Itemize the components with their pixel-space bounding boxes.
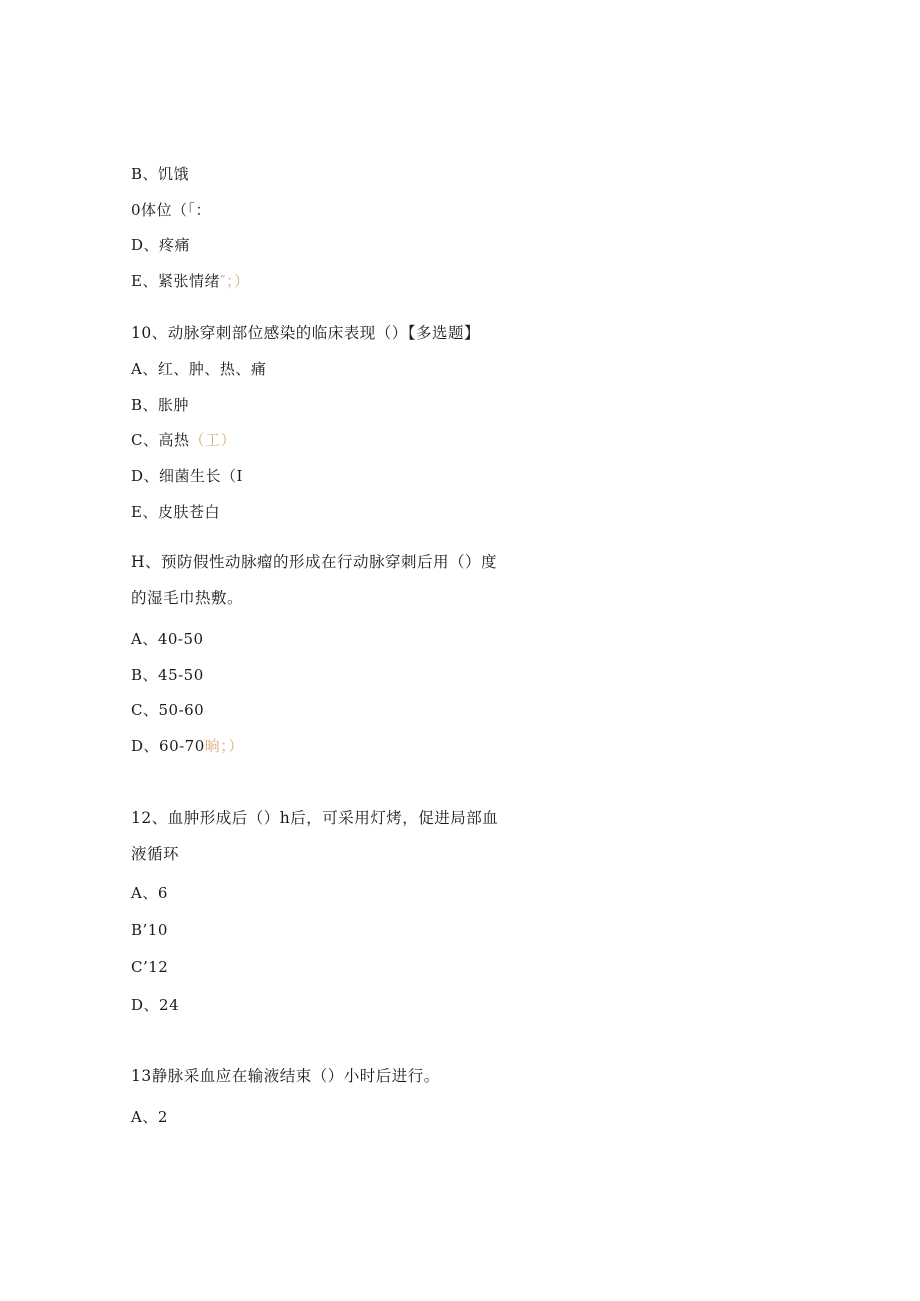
annotation-mark: ″；） bbox=[219, 272, 250, 290]
option-line: 0体位（「： bbox=[131, 201, 212, 219]
option-line: A、红、肿、热、痛 bbox=[131, 360, 267, 378]
question-12-continued: 液循环 bbox=[131, 845, 180, 863]
option-line: D、60-70晌；） bbox=[131, 737, 244, 755]
option-line: E、皮肤苍白 bbox=[131, 503, 220, 521]
annotation-mark: （工） bbox=[189, 431, 236, 449]
option-line: B’10 bbox=[131, 921, 168, 939]
option-line: B、饥饿 bbox=[131, 165, 190, 183]
annotation-mark: 晌；） bbox=[204, 737, 244, 755]
question-11-continued: 的湿毛巾热敷。 bbox=[131, 589, 244, 607]
option-line: B、胀肿 bbox=[131, 396, 190, 414]
option-line: C、高热（工） bbox=[131, 431, 236, 449]
option-line: A、6 bbox=[131, 884, 168, 902]
question-12: 12、血肿形成后（）h后，可采用灯烤，促进局部血 bbox=[131, 809, 499, 827]
option-line: B、45-50 bbox=[131, 666, 204, 684]
question-13: 13静脉采血应在输液结束（）小时后进行。 bbox=[131, 1067, 440, 1085]
option-line: C’12 bbox=[131, 958, 169, 976]
option-line: D、24 bbox=[131, 996, 180, 1014]
option-line: A、2 bbox=[131, 1108, 168, 1126]
option-line: A、40-50 bbox=[131, 630, 204, 648]
question-11: H、预防假性动脉瘤的形成在行动脉穿刺后用（）度 bbox=[131, 553, 498, 571]
option-line: E、紧张情绪″；） bbox=[131, 272, 250, 290]
option-line: C、50-60 bbox=[131, 701, 205, 719]
question-10: 10、动脉穿刺部位感染的临床表现（）【多选题】 bbox=[131, 324, 480, 342]
option-line: D、疼痛 bbox=[131, 236, 191, 254]
option-line: D、细菌生长（I bbox=[131, 467, 243, 485]
